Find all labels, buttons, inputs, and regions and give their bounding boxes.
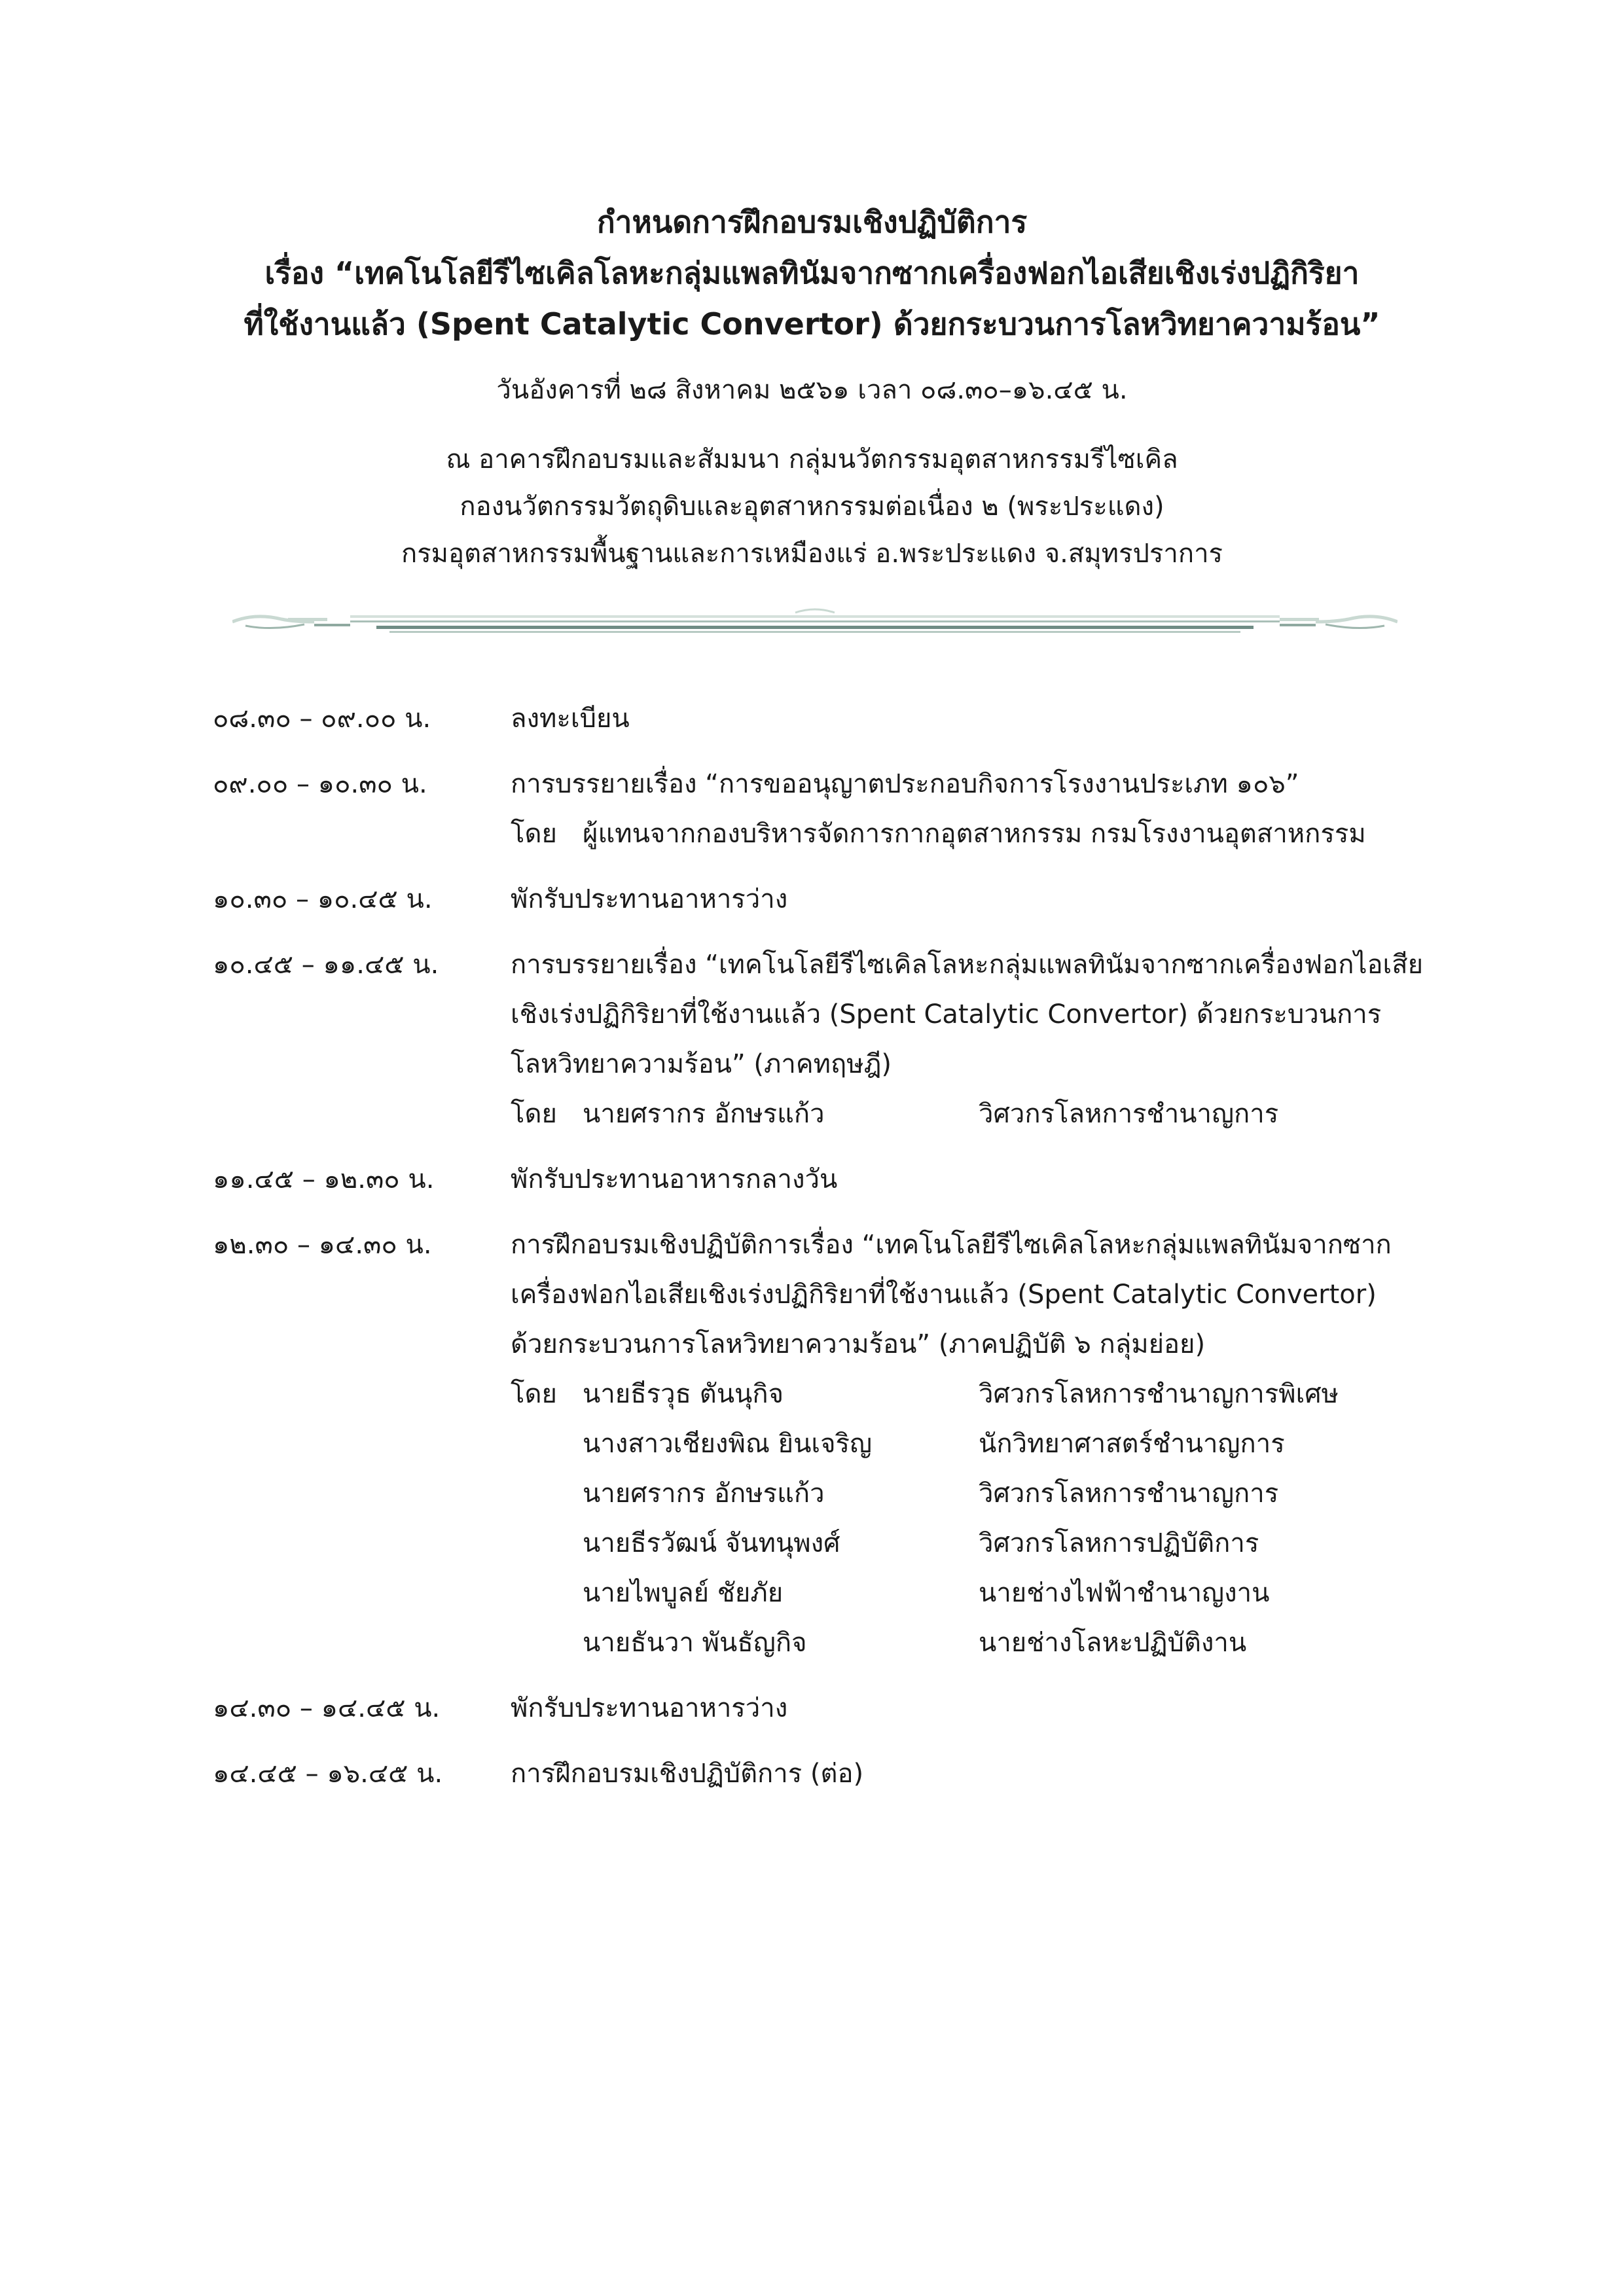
by-label-spacer [511, 1618, 583, 1668]
schedule-text-line: พักรับประทานอาหารว่าง [511, 1693, 788, 1723]
by-label-spacer [511, 1419, 583, 1469]
by-label-spacer [511, 1518, 583, 1568]
speaker-name: นายไพบูลย์ ชัยภัย [583, 1578, 784, 1608]
speaker-row [511, 1518, 1456, 1568]
schedule-text-line: การบรรยายเรื่อง “เทคโนโลยีรีไซเคิลโลหะกลุ่มแพลทินัมจากซากเครื่องฟอกไอเสีย [511, 950, 1424, 980]
document-header [0, 196, 1624, 577]
speaker-name: ผู้แทนจากกองบริหารจัดการกากอุตสาหกรรม กรมโรงงานอุตสาหกรรม [583, 819, 1366, 849]
by-label: โดย [511, 819, 557, 849]
schedule-text-line: การฝึกอบรมเชิงปฏิบัติการ (ต่อ) [511, 1759, 864, 1789]
schedule-item [213, 1220, 1456, 1668]
speaker-position: นักวิทยาศาสตร์ชำนาญการ [979, 1429, 1285, 1459]
speaker-row [511, 1369, 1456, 1419]
speaker-position: วิศวกรโลหการชำนาญการ [979, 1479, 1279, 1509]
schedule-time: ๐๘.๓๐ – ๐๙.๐๐ น. [213, 704, 431, 734]
schedule-time: ๑๔.๔๕ – ๑๖.๔๕ น. [213, 1759, 443, 1789]
schedule-content [511, 1683, 1456, 1733]
schedule-time: ๐๙.๐๐ – ๑๐.๓๐ น. [213, 769, 427, 799]
venue-line-2: กองนวัตกรรมวัตถุดิบและอุตสาหกรรมต่อเนื่อง ๒ (พระประแดง) [460, 492, 1164, 522]
schedule-list [213, 694, 1456, 1814]
schedule-text-line: การบรรยายเรื่อง “การขออนุญาตประกอบกิจการโรงงานประเภท ๑๐๖” [511, 769, 1299, 799]
schedule-content [511, 759, 1456, 859]
by-label: โดย [511, 1379, 557, 1409]
speaker-name: นายธันวา พันธัญกิจ [583, 1628, 807, 1658]
schedule-item [213, 759, 1456, 859]
speaker-position: นายช่างไฟฟ้าชำนาญงาน [979, 1578, 1270, 1608]
speaker-row [511, 1568, 1456, 1618]
schedule-text-line: พักรับประทานอาหารว่าง [511, 884, 788, 914]
speaker-name: นายศรากร อักษรแก้ว [583, 1099, 825, 1129]
schedule-text-line: เชิงเร่งปฏิกิริยาที่ใช้งานแล้ว (Spent Catalytic Convertor) ด้วยกระบวนการ [511, 999, 1382, 1030]
ornamental-divider-icon [232, 602, 1398, 641]
speaker-row [511, 809, 1456, 859]
venue-line-1: ณ อาคารฝึกอบรมและสัมมนา กลุ่มนวัตกรรมอุตสาหกรรมรีไซเคิล [446, 444, 1178, 475]
schedule-item [213, 1155, 1456, 1204]
speaker-position: นายช่างโลหะปฏิบัติงาน [979, 1628, 1247, 1658]
speaker-name: นางสาวเชียงพิณ ยินเจริญ [583, 1429, 873, 1459]
speaker-row [511, 1419, 1456, 1469]
speaker-row [511, 1469, 1456, 1518]
schedule-content [511, 1155, 1456, 1204]
schedule-item [213, 874, 1456, 924]
speaker-position: วิศวกรโลหการปฏิบัติการ [979, 1528, 1259, 1558]
schedule-item [213, 1749, 1456, 1799]
by-label: โดย [511, 1099, 557, 1129]
schedule-content [511, 1749, 1456, 1799]
schedule-text-line: เครื่องฟอกไอเสียเชิงเร่งปฏิกิริยาที่ใช้งานแล้ว (Spent Catalytic Convertor) [511, 1280, 1377, 1310]
title-line-1: กำหนดการฝึกอบรมเชิงปฏิบัติการ [596, 204, 1028, 240]
schedule-content [511, 874, 1456, 924]
schedule-text-line: ลงทะเบียน [511, 704, 630, 734]
speaker-position: วิศวกรโลหการชำนาญการ [979, 1099, 1279, 1129]
schedule-time: ๑๐.๔๕ – ๑๑.๔๕ น. [213, 950, 439, 980]
schedule-content [511, 1220, 1456, 1668]
speaker-row [511, 1089, 1456, 1139]
schedule-text-line: การฝึกอบรมเชิงปฏิบัติการเรื่อง “เทคโนโลยีรีไซเคิลโลหะกลุ่มแพลทินัมจากซาก [511, 1230, 1392, 1260]
speaker-name: นายธีรวัฒน์ จันทนุพงศ์ [583, 1528, 840, 1558]
by-label-spacer [511, 1568, 583, 1618]
schedule-item [213, 940, 1456, 1139]
speaker-position: วิศวกรโลหการชำนาญการพิเศษ [979, 1379, 1339, 1409]
speaker-name: นายธีรวุธ ตันนุกิจ [583, 1379, 784, 1409]
speaker-row [511, 1618, 1456, 1668]
schedule-item [213, 694, 1456, 744]
schedule-text-line: พักรับประทานอาหารกลางวัน [511, 1164, 838, 1194]
schedule-time: ๑๐.๓๐ – ๑๐.๔๕ น. [213, 884, 433, 914]
schedule-time: ๑๒.๓๐ – ๑๔.๓๐ น. [213, 1230, 432, 1260]
venue-line-3: กรมอุตสาหกรรมพื้นฐานและการเหมืองแร่ อ.พระประแดง จ.สมุทรปราการ [401, 539, 1223, 569]
schedule-item [213, 1683, 1456, 1733]
schedule-time: ๑๔.๓๐ – ๑๔.๔๕ น. [213, 1693, 441, 1723]
schedule-text-line: โลหวิทยาความร้อน” (ภาคทฤษฎี) [511, 1049, 892, 1079]
by-label-spacer [511, 1469, 583, 1518]
schedule-content [511, 694, 1456, 744]
schedule-time: ๑๑.๔๕ – ๑๒.๓๐ น. [213, 1164, 435, 1194]
title-line-3: ที่ใช้งานแล้ว (Spent Catalytic Convertor) ด้วยกระบวนการโลหวิทยาความร้อน” [244, 306, 1380, 342]
date-line: วันอังคารที่ ๒๘ สิงหาคม ๒๕๖๑ เวลา ๐๘.๓๐–๑๖.๔๕ น. [496, 375, 1128, 405]
venue-block [0, 436, 1624, 577]
schedule-text-line: ด้วยกระบวนการโลหวิทยาความร้อน” (ภาคปฏิบัติ ๖ กลุ่มย่อย) [511, 1329, 1206, 1359]
schedule-content [511, 940, 1456, 1139]
title-line-2: เรื่อง “เทคโนโลยีรีไซเคิลโลหะกลุ่มแพลทินัมจากซากเครื่องฟอกไอเสียเชิงเร่งปฏิกิริยา [264, 255, 1360, 291]
speaker-name: นายศรากร อักษรแก้ว [583, 1479, 825, 1509]
